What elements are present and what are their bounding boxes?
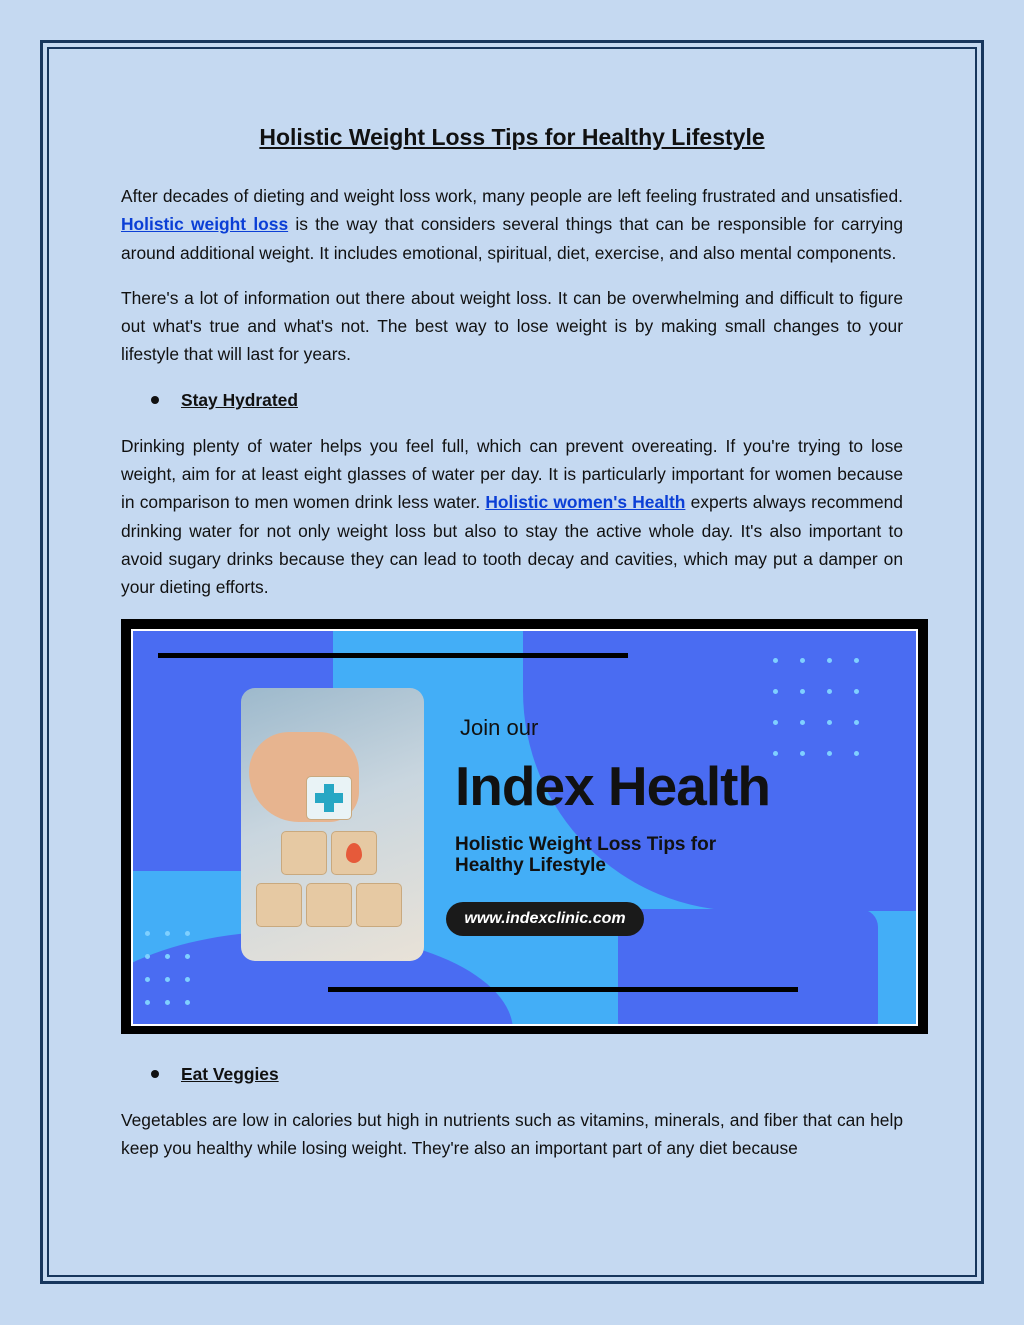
banner-brand-title: Index Health — [455, 754, 771, 817]
veggies-paragraph: Vegetables are low in calories but high in nutrients such as vitamins, minerals, and fiber that can help keep you healthy while losing weight. They're also an important part of any diet because — [121, 1109, 903, 1158]
molecule-block-icon — [356, 883, 402, 927]
brain-block-icon — [281, 831, 327, 875]
hydration-text-start: Drinking plenty of water helps you feel full, which can prevent overeating. If you're trying to lose weight, aim for at least eight glasses of water per day. It is particularly important for women because in comparison to men women drink less water. — [121, 435, 903, 513]
bullet-stay-hydrated — [151, 386, 903, 414]
intro-text-start: After decades of dieting and weight loss work, many people are left feeling frustrated and unsatisfied. — [121, 186, 903, 206]
bullet-eat-veggies — [151, 1060, 903, 1088]
holistic-womens-health-link[interactable]: Holistic women's Health — [485, 492, 686, 513]
banner-shape-bottomright — [618, 909, 878, 1026]
medical-blocks-photo — [241, 688, 424, 961]
document-body — [121, 120, 903, 1179]
banner-line-top — [158, 653, 628, 658]
bullet-dot-icon — [151, 396, 159, 404]
medical-cross-block-icon — [306, 776, 352, 820]
section-heading-stay-hydrated: Stay Hydrated — [181, 389, 298, 410]
banner-join-text: Join our — [460, 714, 539, 740]
test-tubes-block-icon — [256, 883, 302, 927]
paragraph-two: There's a lot of information out there about weight loss. It can be overwhelming and difficult to figure out what's true and what's not. The best way to lose weight is by making small changes to your lifestyle that will last for years. — [121, 287, 903, 365]
banner-line-bottom — [328, 987, 798, 992]
banner-canvas — [131, 629, 918, 1026]
holistic-weight-loss-link[interactable]: Holistic weight loss — [121, 214, 289, 235]
section-heading-eat-veggies: Eat Veggies — [181, 1063, 279, 1084]
banner-subtitle-line1: Holistic Weight Loss Tips for — [455, 833, 717, 855]
intro-text-end: is the way that considers several things that can be responsible for carrying around additional weight. It includes emotional, spiritual, diet, exercise, and also mental components. — [121, 214, 903, 263]
banner-subtitle — [455, 834, 716, 876]
document-title: Holistic Weight Loss Tips for Healthy Lifestyle — [259, 124, 765, 150]
banner-subtitle-line2: Healthy Lifestyle — [455, 854, 606, 876]
banner-dot-grid-left — [145, 931, 205, 1005]
promo-banner-image — [121, 619, 928, 1034]
banner-url-pill: www.indexclinic.com — [446, 902, 644, 936]
blood-drop-block-icon — [331, 831, 377, 875]
banner-dot-grid-right — [773, 658, 881, 756]
intro-paragraph — [121, 182, 903, 267]
bullet-dot-icon — [151, 1070, 159, 1078]
syringe-block-icon — [306, 883, 352, 927]
hydration-paragraph — [121, 432, 903, 602]
hydration-text-end: experts always recommend drinking water for not only weight loss but also to stay the active whole day. It's also important to avoid sugary drinks because they can lead to tooth decay and cavities, which may put a damper on your dieting efforts. — [121, 492, 903, 598]
